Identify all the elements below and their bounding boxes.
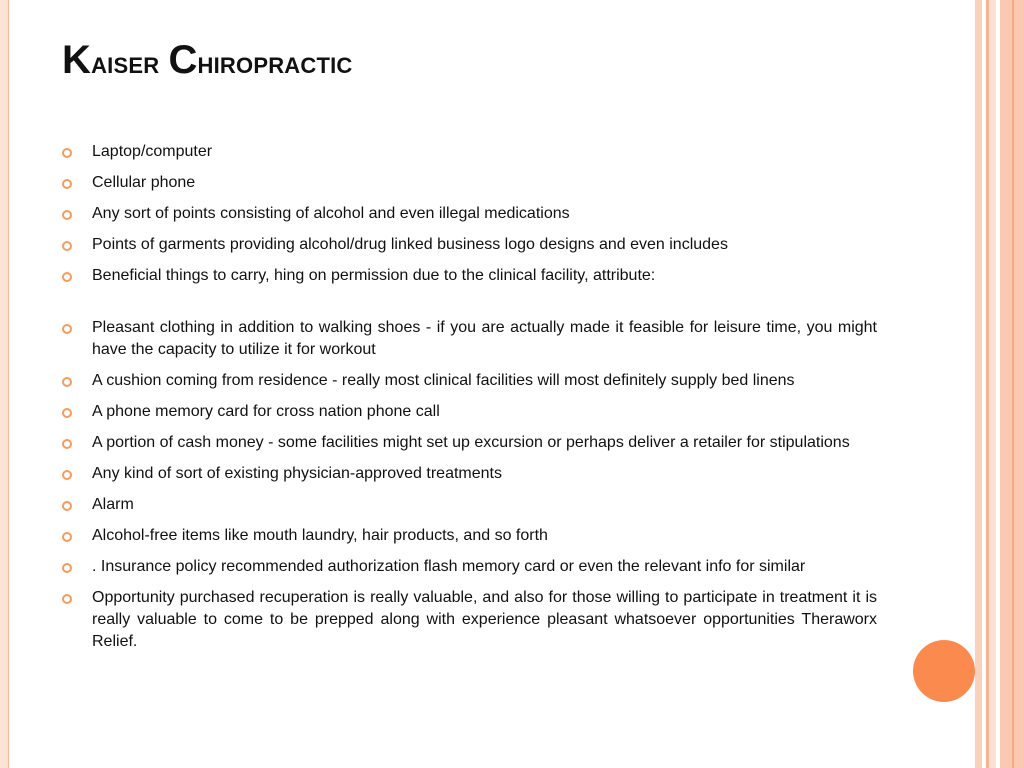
list-item-text: Any sort of points consisting of alcohol and even illegal medications: [92, 205, 570, 222]
bullet-circle-icon: [62, 179, 72, 189]
title-initial-k: K: [62, 38, 92, 82]
list-item: [62, 525, 877, 547]
list-item-text: Pleasant clothing in addition to walking shoes - if you are actually made it feasible for leisure time, you might have the capacity to utilize it for workout: [92, 319, 877, 358]
list-item: [62, 203, 877, 225]
bullet-circle-icon: [62, 241, 72, 251]
list-item-text: Beneficial things to carry, hing on permission due to the clinical facility, attribute:: [92, 267, 656, 284]
list-item-text: . Insurance policy recommended authorization flash memory card or even the relevant info for similar: [92, 558, 806, 575]
bullet-circle-icon: [62, 563, 72, 573]
left-border-decoration: [0, 0, 9, 768]
list-item-text: Alarm: [92, 496, 134, 513]
list-item: [62, 494, 877, 516]
list-item-text: Alcohol-free items like mouth laundry, hair products, and so forth: [92, 527, 548, 544]
list-item-text: A cushion coming from residence - really most clinical facilities will most definitely supply bed linens: [92, 372, 795, 389]
title-initial-c: C: [168, 38, 198, 82]
title-word-rest: hiropractic: [197, 44, 353, 80]
bullet-circle-icon: [62, 148, 72, 158]
list-item: [62, 432, 877, 454]
bullet-circle-icon: [62, 408, 72, 418]
bullet-circle-icon: [62, 210, 72, 220]
list-item-text: A phone memory card for cross nation phone call: [92, 403, 440, 420]
bullet-circle-icon: [62, 439, 72, 449]
list-item-text: Points of garments providing alcohol/drug linked business logo designs and even includes: [92, 236, 728, 253]
slide-title: [62, 38, 353, 83]
right-stripe-decoration: [989, 0, 996, 768]
list-item: [62, 370, 877, 392]
bullet-circle-icon: [62, 501, 72, 511]
list-item: [62, 265, 877, 287]
title-word-rest: aiser: [91, 44, 160, 80]
list-item: [62, 463, 877, 485]
list-item-text: Laptop/computer: [92, 143, 213, 160]
bullet-circle-icon: [62, 470, 72, 480]
bullet-circle-icon: [62, 272, 72, 282]
bullet-list: [62, 141, 877, 662]
list-item: [62, 587, 877, 653]
list-item-text: Cellular phone: [92, 174, 196, 191]
right-stripe-decoration: [975, 0, 982, 768]
list-item: [62, 141, 877, 163]
bullet-circle-icon: [62, 532, 72, 542]
list-item: [62, 317, 877, 361]
list-item-text: Any kind of sort of existing physician-approved treatments: [92, 465, 502, 482]
list-item: [62, 401, 877, 423]
bullet-circle-icon: [62, 594, 72, 604]
list-item: [62, 556, 877, 578]
orange-circle-decoration: [913, 640, 975, 702]
bullet-circle-icon: [62, 377, 72, 387]
list-item: [62, 172, 877, 194]
bullet-circle-icon: [62, 324, 72, 334]
list-item-text: A portion of cash money - some facilities might set up excursion or perhaps deliver a retailer for stipulations: [92, 434, 850, 451]
right-stripe-decoration: [1012, 0, 1014, 768]
list-item: [62, 234, 877, 256]
list-item-text: Opportunity purchased recuperation is really valuable, and also for those willing to participate in treatment it is really valuable to come to be prepped along with experience pleasant whatsoever opportunities Theraworx Relief.: [92, 589, 877, 650]
